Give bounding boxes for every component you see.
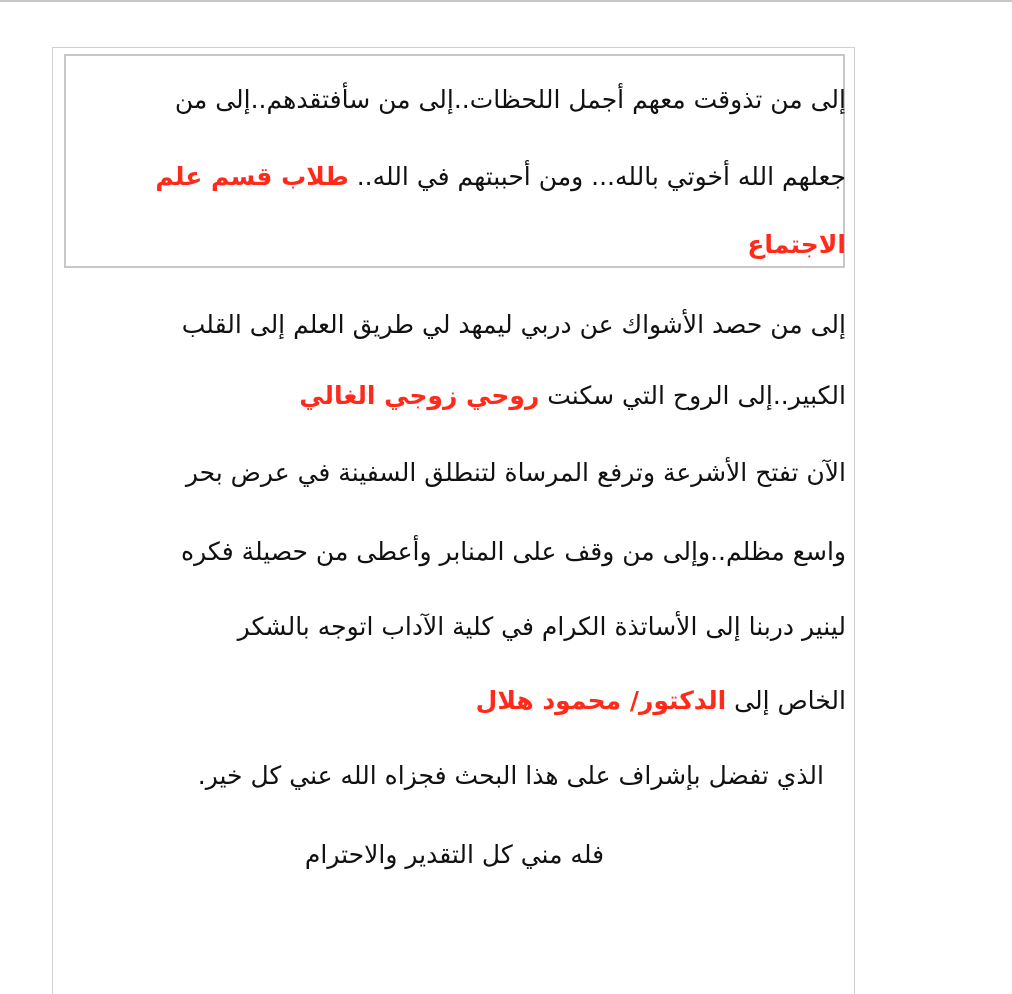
paragraph-2-line-2-text: الكبير..إلى الروح التي سكنت [547,381,846,410]
paragraph-3-line-2 [181,535,846,569]
framed-line-1 [175,83,846,117]
closing-line [53,838,856,872]
highlight-supervisor: الدكتور/ محمود هلال [475,686,727,715]
framed-line-2 [155,160,846,194]
framed-line-1-text: إلى من تذوقت معهم أجمل اللحظات..إلى من سأفتقدهم..إلى من [174,85,846,114]
paragraph-3-line-3 [238,610,846,644]
paragraph-3-line-3-text: لينير دربنا إلى الأساتذة الكرام في كلية الآداب اتوجه بالشكر [237,612,846,641]
paragraph-3-line-4-text: الخاص إلى [734,686,846,715]
document-page [52,47,855,994]
paragraph-2-line-1-text: إلى من حصد الأشواك عن دربي ليمهد لي طريق العلم إلى القلب [181,310,846,339]
paragraph-3-line-1-text: الآن تفتح الأشرعة وترفع المرساة لتنطلق السفينة في عرض بحر [185,458,846,487]
paragraph-2-line-1 [182,308,846,342]
framed-line-3 [747,228,846,262]
highlight-students-dept: طلاب قسم علم [155,162,349,191]
framed-line-2-text: جعلهم الله أخوتي بالله... ومن أحببتهم في الله.. [356,162,846,191]
paragraph-3-line-2-text: واسع مظلم..وإلى من وقف على المنابر وأعطى من حصيلة فكره [181,537,846,566]
paragraph-3-line-4 [476,684,846,718]
paragraph-4-line-1-text: الذي تفضل بإشراف على هذا البحث فجزاه الله عني كل خير. [197,761,824,790]
top-divider [0,0,1012,2]
closing-line-text: فله مني كل التقدير والاحترام [304,840,605,869]
highlight-husband: روحي زوجي الغالي [299,381,540,410]
paragraph-3-line-1 [186,456,846,490]
paragraph-2-line-2 [299,379,846,413]
highlight-sociology: الاجتماع [747,230,846,259]
paragraph-4-line-1 [198,759,824,793]
